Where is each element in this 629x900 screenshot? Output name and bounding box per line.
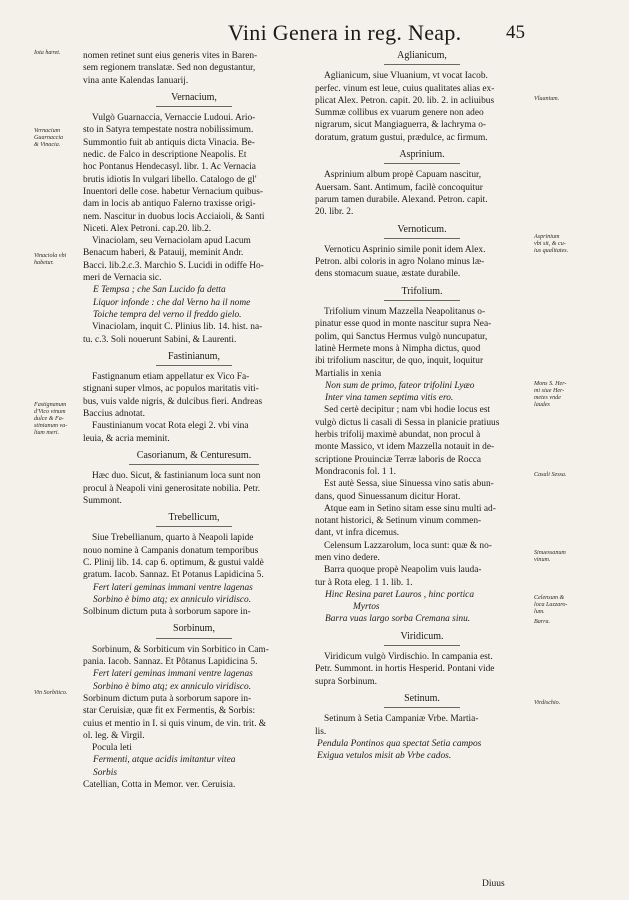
text-line: men vino dedere. <box>315 552 380 563</box>
verse-line: Fermenti, atque acidis imitantur vitea <box>93 755 236 766</box>
text-line: Trifolium vinum Mazzella Neapolitanus o- <box>324 307 486 318</box>
margin-note: Casali Sessa. <box>534 472 567 478</box>
verse-line: Pendula Pontinos qua spectat Setia campos <box>317 738 482 749</box>
text-line: dans, quod Sinuessanum dicitur Horat. <box>315 491 461 502</box>
text-line: Solbinum dictum puta à sorborum sapore in- <box>83 607 251 618</box>
verse-line: Sorbis <box>93 767 117 778</box>
text-line: sem regionem translatæ. Sed non degustantur, <box>83 63 256 74</box>
text-line: nomen retinet sunt eius generis vites in Baren- <box>83 51 258 61</box>
text-line: 20. libr. 2. <box>315 207 354 218</box>
verse-line: Barra vuas largo sorba Cremana sinu. <box>325 614 471 625</box>
section-heading-vernoticum: Vernoticum. <box>315 224 529 239</box>
text-line: Setinum à Setia Campaniæ Vrbe. Martia- <box>324 714 479 725</box>
verse-line: E Tempsa ; che San Lucido fa detta <box>93 285 226 296</box>
text-line: vina ante Kalendas Ianuarij. <box>83 75 189 86</box>
section-heading-fastinianum: Fastinianum, <box>83 351 305 366</box>
text-line: Siue Trebellianum, quarto à Neapoli lapide <box>92 533 254 544</box>
text-line: bus, vuis valde nigris, & dulcibus fieri. Andreas <box>83 396 263 407</box>
section-heading-setinum: Setinum. <box>315 693 529 708</box>
text-line: Inuentori delle cose. habetur Vernacium quibus- <box>83 186 263 197</box>
text-line: nigrarum, sicut Mangiaguerra, & lachryma o- <box>315 120 487 131</box>
text-line: plicat Alex. Petron. capit. 20. lib. 2. in acliuibus <box>315 95 495 106</box>
text-line: Sorbinum, & Sorbiticum vin Sorbitico in Cam- <box>92 644 269 655</box>
margin-note: Iota hæret. <box>34 50 61 56</box>
text-line: Baccius adnotat. <box>83 409 145 420</box>
margin-note: Vinaciola vbi habetur. <box>34 253 67 267</box>
text-line: Est autè Sessa, siue Sinuessa vino satis abun- <box>324 479 494 490</box>
text-line: Summont. <box>83 495 122 506</box>
text-line: monte Massico, vt idem Mazzella notauit in de- <box>315 442 495 453</box>
text-line: scriptione Prouinciæ Terræ laboris de Rocca <box>315 454 482 465</box>
margin-note: Vernacium Guarnaccia & Vinacia. <box>34 128 64 149</box>
text-line: parum tamen durabile. Alexand. Petron. capit. <box>315 194 488 205</box>
margin-note: Asprinium vbi sit, & cu- ius qualitates. <box>534 234 569 255</box>
text-line: Catellian, Cotta in Memor. ver. Ceruisia. <box>83 780 236 791</box>
margin-note: Fastignanum d'Vico vinum dulce & Fa- stinianum va- lium meri. <box>34 402 68 437</box>
text-line: notant historici, & Setinum vinum commen- <box>315 516 482 527</box>
text-line: Petron. albi coloris in agro Nolano minus læ- <box>315 257 485 268</box>
page-number: 45 <box>506 22 525 43</box>
text-line: Sorbinum dictum puta à sorborum sapore in- <box>83 693 252 704</box>
text-line: pinatur esse quod in monte nascitur supra Nea- <box>315 319 492 330</box>
text-line: ibi trifolium nascitur, de quo, inquit, loquitur <box>315 356 484 367</box>
text-line: Petr. Summont. in hortis Hesperid. Pontani vide <box>315 664 495 675</box>
verse-line: Myrtos <box>353 602 380 613</box>
text-line: Niceti. Alex Petroni. cap.20. lib.2. <box>83 223 212 234</box>
text-line: Vinaciolam, seu Vernaciolam apud Lacum <box>92 236 251 247</box>
left-column <box>83 50 305 791</box>
section-heading-casorianum: Casorianum, & Centuresum. <box>83 450 305 465</box>
text-line: Barra quoque propè Neapolim vuis lauda- <box>324 565 482 576</box>
verse-line: Non sum de primo, fateor trifolini Lyæo <box>325 380 475 391</box>
margin-note: Vin Sorbitico. <box>34 690 68 696</box>
text-line: Benacum haberi, & Patauij, meminit Andr. <box>83 248 244 259</box>
text-line: Faustinianum vocat Rota elegi 2. vbi vina <box>92 421 249 432</box>
text-line: stignani super vlmos, ac populos maritatis viti- <box>83 384 259 395</box>
section-heading-trifolium: Trifolium. <box>315 286 529 301</box>
text-line: leuia, & acria meminit. <box>83 433 170 444</box>
section-heading-asprinium: Asprinium. <box>315 149 529 164</box>
verse-line: Hinc Resina paret Lauros , hinc portica <box>325 589 475 600</box>
text-line: tu. c.3. Soli nouerunt Sabini, & Laurenti. <box>83 334 237 345</box>
text-line: Summæ collibus ex vuarum genere non adeo <box>315 108 484 119</box>
text-line: vulgò dictus li casali di Sessa in planicie pratiuus <box>315 417 500 428</box>
margin-note: Mons S. Her- mi siue Her- metes vnde laudes <box>534 381 567 409</box>
section-heading-aglianicum: Aglianicum, <box>315 50 529 65</box>
text-line: nouo nomine à Campanis donatum temporibus <box>83 545 259 556</box>
text-line: Mondraconis fol. 1 1. <box>315 466 396 477</box>
text-line: meri de Vernacia sic. <box>83 273 162 284</box>
text-line: doratum, gratum gustui, prædulce, ac firmum. <box>315 132 488 143</box>
text-line: Martialis in xenia <box>315 368 382 379</box>
text-line: Atque eam in Setino sitam esse sinu multi ad- <box>324 503 496 514</box>
text-line: cuius et mentio in I. si quis vinum, de vin. trit. & <box>83 718 267 729</box>
text-line: supra Sorbinum. <box>315 676 377 687</box>
text-line: Sed certè decipitur ; nam vbi hodie locus est <box>324 405 491 416</box>
text-line: Bacci. lib.2.c.3. Marchio S. Lucidi in odiffe Ho- <box>83 260 264 271</box>
text-line: procul à Neapoli vini generositate nobilia. Petr. <box>83 483 261 494</box>
text-line: nedic. de Falco in descriptione Neapolis. Et <box>83 150 247 161</box>
text-line: brutis idiotis In vulgari libello. Catalogo de gl' <box>83 174 257 185</box>
text-line: ol. leg. & Virgil. <box>83 730 145 741</box>
text-line: latinè Hermete mons à Nimpha dictus, quod <box>315 343 481 354</box>
text-line: star Ceruisiæ, quæ fit ex Fermentis, & Sorbis: <box>83 706 256 717</box>
text-line: Auersam. Sant. Antimum, facilè concoquitur <box>315 182 483 193</box>
running-title: Vini Genera in reg. Neap. <box>228 20 462 45</box>
section-heading-vernacium: Vernacium, <box>83 92 305 107</box>
section-heading-trebellicum: Trebellicum, <box>83 512 305 527</box>
text-line: C. Plinij lib. 14. cap 6. optimum, & gustui valdè <box>83 557 264 568</box>
text-line: polim, qui Sanctus Hermus vulgò nuncupatur, <box>315 331 488 342</box>
catchword: Diuus <box>482 879 505 889</box>
text-line: tur à Rota eleg. 1 1. lib. 1. <box>315 577 413 588</box>
margin-note: Celensum & loca Lazzaro- lum. <box>534 595 568 616</box>
verse-line: Sorbino è bimo atq; ex anniculo viridisco. <box>93 594 252 605</box>
text-line: Summontio fuit ab antiquis dicta Vinacia. Be- <box>83 137 255 148</box>
margin-note: Vluanium. <box>534 96 560 102</box>
text-line: gratum. Iacob. Sannaz. Et Potanus Lapidicina 5. <box>83 570 264 581</box>
text-line: Hæc duo. Sicut, & fastinianum loca sunt non <box>92 471 261 482</box>
section-heading-sorbinum: Sorbinum, <box>83 623 305 638</box>
text-line: lis. <box>315 726 327 737</box>
verse-line: Sorbino è bimo atq; ex anniculo viridisco. <box>93 681 252 692</box>
verse-line: Inter vina tamen septima vitis ero. <box>325 393 454 404</box>
text-line: hoc Pontanus Hendecasyl. libr. 1. Ac Vernacia <box>83 162 256 173</box>
text-line: nem. Nascitur in duobus locis Acciaioli, & Santi <box>83 211 265 222</box>
text-line: Asprinium album propè Capuam nascitur, <box>324 170 482 181</box>
text-line: Vernoticu Asprinio simile ponit idem Alex. <box>324 244 486 255</box>
text-line: dens stomacum suaue, æstate durabile. <box>315 269 461 280</box>
text-line: pania. Iacob. Sannaz. Et Pôtanus Lapidicina 5. <box>83 657 258 668</box>
right-column <box>315 50 529 762</box>
text-line: Vinaciolam, inquit C. Plinius lib. 14. hist. na- <box>92 322 263 333</box>
margin-note: Barra. <box>534 619 551 625</box>
verse-line: Fert lateri geminas immani ventre lagenas <box>93 582 253 593</box>
text-line: Fastignanum etiam appellatur ex Vico Fa- <box>92 372 250 383</box>
text-line: herbis trifolij maximè abundat, non procul à <box>315 430 481 441</box>
text-line: sto in Satyra tempestate nostra nobilissimum. <box>83 125 254 136</box>
text-line: Aglianicum, siue Vluanium, vt vocat Iacob. <box>324 71 488 82</box>
text-line: Viridicum vulgò Virdischio. In campania est. <box>324 652 493 663</box>
verse-line: Fert lateri geminas immani ventre lagenas <box>93 669 253 680</box>
text-line: Vulgò Guarnaccia, Vernaccie Ludoui. Ario- <box>92 113 256 124</box>
text-line: Pocula leti <box>92 743 132 754</box>
verse-line: Liquor infonde : che dal Verno ha il nome <box>93 297 251 308</box>
text-line: perfec. vinum est leue, cuius qualitates alias ex- <box>315 83 495 94</box>
section-heading-viridicum: Viridicum. <box>315 631 529 646</box>
text-line: Celensum Lazzarolum, loca sunt: quæ & no- <box>324 540 492 551</box>
verse-line: Toiche tempra del verno il freddo gielo. <box>93 309 242 320</box>
margin-note: Virdischio. <box>534 700 561 706</box>
margin-note: Sinuessanum vinum. <box>534 550 566 564</box>
verse-line: Exigua vetulos misit ab Vrbe cados. <box>317 751 452 762</box>
text-line: dam in locis ab antiquo Falerno traxisse origi- <box>83 199 256 210</box>
text-line: dant, vt infra dicemus. <box>315 528 400 539</box>
